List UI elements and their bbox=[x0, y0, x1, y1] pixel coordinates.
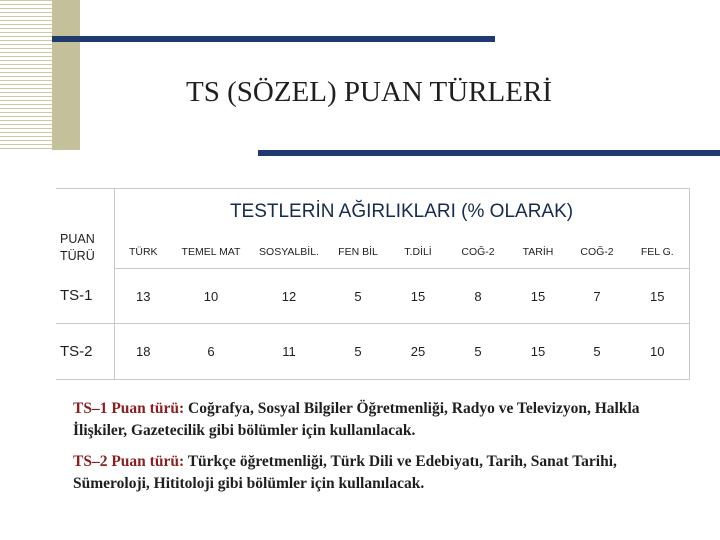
note-ts2 bbox=[73, 451, 693, 495]
table-cell: 10 bbox=[626, 324, 689, 380]
table-row bbox=[56, 269, 689, 324]
subject-header: TÜRK bbox=[114, 236, 172, 269]
decorative-block bbox=[52, 0, 80, 150]
table-cell: 5 bbox=[328, 269, 388, 324]
note-text: Coğrafya, Sosyal Bilgiler Öğretmenliği, Radyo ve Televizyon, Halkla İlişkiler, Gazetecilik gibi bölümler için kullanılacak. bbox=[73, 400, 640, 439]
row-label: TS-1 bbox=[56, 269, 114, 324]
subject-header: FEN BİL bbox=[328, 236, 388, 269]
decorative-stripes bbox=[0, 0, 52, 150]
subject-header: TARİH bbox=[508, 236, 568, 269]
table-cell: 15 bbox=[508, 324, 568, 380]
table-cell: 5 bbox=[568, 324, 626, 380]
table-cell: 11 bbox=[250, 324, 328, 380]
table-cell: 25 bbox=[388, 324, 448, 380]
table-cell: 10 bbox=[172, 269, 250, 324]
subject-header: SOSYALBİL. bbox=[250, 236, 328, 269]
title-bar-bottom bbox=[258, 150, 720, 156]
subject-header: TEMEL MAT bbox=[172, 236, 250, 269]
note-label: TS–2 Puan türü: bbox=[73, 453, 185, 470]
note-ts1 bbox=[73, 398, 693, 442]
table-cell: 6 bbox=[172, 324, 250, 380]
table-cell: 8 bbox=[448, 269, 508, 324]
subject-header: FEL G. bbox=[626, 236, 689, 269]
table-span-title: TESTLERİN AĞIRLIKLARI (% OLARAK) bbox=[114, 189, 689, 236]
subject-header: COĞ-2 bbox=[448, 236, 508, 269]
subject-row bbox=[56, 236, 689, 269]
table-cell: 12 bbox=[250, 269, 328, 324]
subject-header: T.DİLİ bbox=[388, 236, 448, 269]
table-row bbox=[56, 324, 689, 380]
table-cell: 15 bbox=[388, 269, 448, 324]
subject-header: COĞ-2 bbox=[568, 236, 626, 269]
row-label: TS-2 bbox=[56, 324, 114, 380]
puan-turu-header: PUAN TÜRÜ bbox=[56, 189, 114, 269]
table-cell: 13 bbox=[114, 269, 172, 324]
table-cell: 18 bbox=[114, 324, 172, 380]
table-cell: 5 bbox=[328, 324, 388, 380]
weights-table bbox=[56, 188, 690, 380]
title-bar-top bbox=[52, 36, 495, 42]
table-cell: 15 bbox=[508, 269, 568, 324]
table-cell: 7 bbox=[568, 269, 626, 324]
note-label: TS–1 Puan türü: bbox=[73, 400, 185, 417]
note-text: Türkçe öğretmenliği, Türk Dili ve Edebiyatı, Tarih, Sanat Tarihi, Sümeroloji, Hititoloji gibi bölümler için kullanılacak. bbox=[73, 453, 617, 492]
table-cell: 5 bbox=[448, 324, 508, 380]
table-cell: 15 bbox=[626, 269, 689, 324]
slide-title: TS (SÖZEL) PUAN TÜRLERİ bbox=[186, 76, 552, 108]
table-header-row bbox=[56, 189, 689, 236]
